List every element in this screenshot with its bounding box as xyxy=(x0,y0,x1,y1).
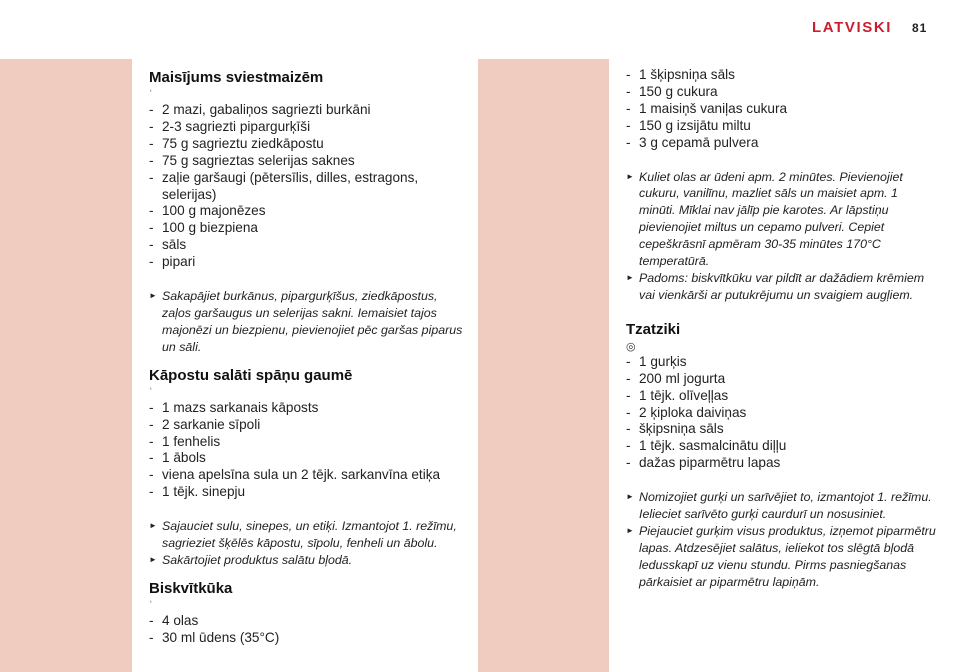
blade-icon: ˈ xyxy=(149,386,153,399)
step-item: ► Nomizojiet gurķi un sarīvējiet to, izmantojot 1. režīmu. Ielieciet sarīvēto gurķi caurdurī un nosusiniet. xyxy=(626,490,932,522)
ingredient-item: - 150 g izsijātu miltu xyxy=(626,118,936,135)
ingredient-item: - 1 mazs sarkanais kāposts xyxy=(149,400,464,417)
step-item: ► Kuliet olas ar ūdeni apm. 2 minūtes. Pievienojiet cukuru, vanilīnu, mazliet sāls un maisiet apm. 1 minūti. Mīklai nav jālīp pie karotes. Ar lāpstiņu pievienojiet miltus un cepamo pulveri. Cepiet cepeškrāsnī apmēram 30-35 minūtes 170°C temperatūrā. xyxy=(626,169,903,269)
ingredient-item: - 2 mazi, gabaliņos sagriezti burkāni xyxy=(149,102,464,119)
ingredient-item: - 4 olas xyxy=(149,613,464,630)
step-item: ► Sajauciet sulu, sinepes, un etiķi. Izmantojot 1. režīmu, sagrieziet šķēlēs kāpostu, sīpolu, fenheli un ābolu. xyxy=(149,519,457,551)
ingredient-item: - 1 fenhelis xyxy=(149,434,464,451)
language-heading: LATVISKI xyxy=(812,19,893,36)
triangle-bullet-icon: ► xyxy=(626,272,634,282)
ingredient-item: - 1 tējk. olīveļļas xyxy=(626,388,936,405)
ingredient-item: - viena apelsīna sula un 2 tējk. sarkanvīna etiķa xyxy=(149,467,464,484)
ingredient-list xyxy=(149,102,464,271)
ingredient-item: - 30 ml ūdens (35°C) xyxy=(149,630,464,647)
left-column xyxy=(149,67,464,647)
ingredient-item: - zaļie garšaugi (pētersīlis, dilles, estragons, selerijas) xyxy=(149,170,464,204)
ingredient-list xyxy=(149,613,464,647)
recipe-sandwich-mix xyxy=(149,67,464,356)
ingredient-item: - 150 g cukura xyxy=(626,84,936,101)
ingredient-item: - 1 ābols xyxy=(149,450,464,467)
ingredient-item: - 1 maisiņš vaniļas cukura xyxy=(626,101,936,118)
step-item: ► Sakapājiet burkānus, pipargurķīšus, ziedkāpostus, zaļos garšaugus un selerijas sakni. Iemaisiet tajos majonēzi un biezpienu, pievienojiet pēc garšas piparus un sāli. xyxy=(149,289,463,354)
ingredient-item: - 100 g biezpiena xyxy=(149,220,464,237)
triangle-bullet-icon: ► xyxy=(626,525,634,535)
page-number: 81 xyxy=(912,21,928,35)
ingredient-item: - dažas piparmētru lapas xyxy=(626,455,936,472)
recipe-tzatziki xyxy=(626,319,936,591)
ingredient-list xyxy=(149,400,464,501)
ingredient-item: - 1 tējk. sinepju xyxy=(149,484,464,501)
step-item: ► Piejauciet gurķim visus produktus, izņemot piparmētru lapas. Atdzesējiet salātus, ieliekot tos slēgtā bļodā ledusskapī uz vienu stundu. Pirms pasniegšanas pārkaisiet ar piparmētru lapiņām. xyxy=(626,523,936,589)
triangle-bullet-icon: ► xyxy=(149,521,157,531)
ingredient-item: - 2-3 sagriezti pipargurķīši xyxy=(149,119,464,136)
recipe-title: Biskvītkūka xyxy=(149,579,233,597)
ingredient-item: - 200 ml jogurta xyxy=(626,371,936,388)
ingredient-item: - 1 šķipsniņa sāls xyxy=(626,67,936,84)
triangle-bullet-icon: ► xyxy=(149,554,157,564)
step-list xyxy=(149,518,464,569)
ingredient-item: - 1 gurķis xyxy=(626,354,936,371)
recipe-title: Kāpostu salāti spāņu gaumē xyxy=(149,366,353,384)
step-item: ► Padoms: biskvītkūku var pildīt ar dažādiem krēmiem vai vienkārši ar putukrējumu un svaigiem augļiem. xyxy=(626,270,925,302)
blade-icon: ˈ xyxy=(149,89,153,101)
recipe-cabbage-salad xyxy=(149,365,464,569)
recipe-sponge-cake xyxy=(149,578,464,647)
recipe-sponge-cake-continued xyxy=(626,67,936,304)
ingredient-item: - 75 g sagrieztu ziedkāpostu xyxy=(149,136,464,153)
ingredient-list xyxy=(626,67,936,152)
triangle-bullet-icon: ► xyxy=(626,492,634,502)
ingredient-item: - 75 g sagrieztas selerijas saknes xyxy=(149,153,464,170)
ingredient-item: - pipari xyxy=(149,254,464,271)
ingredient-item: - 1 tējk. sasmalcinātu diļļu xyxy=(626,438,936,455)
grater-icon: ◎ xyxy=(626,340,636,353)
step-list xyxy=(626,169,936,304)
ingredient-item: - 2 ķiploka daiviņas xyxy=(626,405,936,422)
step-item: ► Sakārtojiet produktus salātu bļodā. xyxy=(149,552,353,567)
right-column xyxy=(626,67,936,591)
step-list xyxy=(626,489,936,590)
ingredient-item: - šķipsniņa sāls xyxy=(626,421,936,438)
recipe-title: Tzatziki xyxy=(626,320,681,338)
ingredient-item: - 100 g majonēzes xyxy=(149,203,464,220)
ingredient-item: - sāls xyxy=(149,237,464,254)
ingredient-item: - 2 sarkanie sīpoli xyxy=(149,417,464,434)
left-margin-band xyxy=(0,59,132,672)
triangle-bullet-icon: ► xyxy=(149,291,157,301)
blade-icon: ˈ xyxy=(149,599,153,612)
recipe-title: Maisījums sviestmaizēm xyxy=(149,69,324,86)
ingredient-list xyxy=(626,354,936,472)
middle-margin-band xyxy=(478,59,609,672)
triangle-bullet-icon: ► xyxy=(626,171,634,181)
step-list xyxy=(149,288,464,356)
ingredient-item: - 3 g cepamā pulvera xyxy=(626,135,936,152)
